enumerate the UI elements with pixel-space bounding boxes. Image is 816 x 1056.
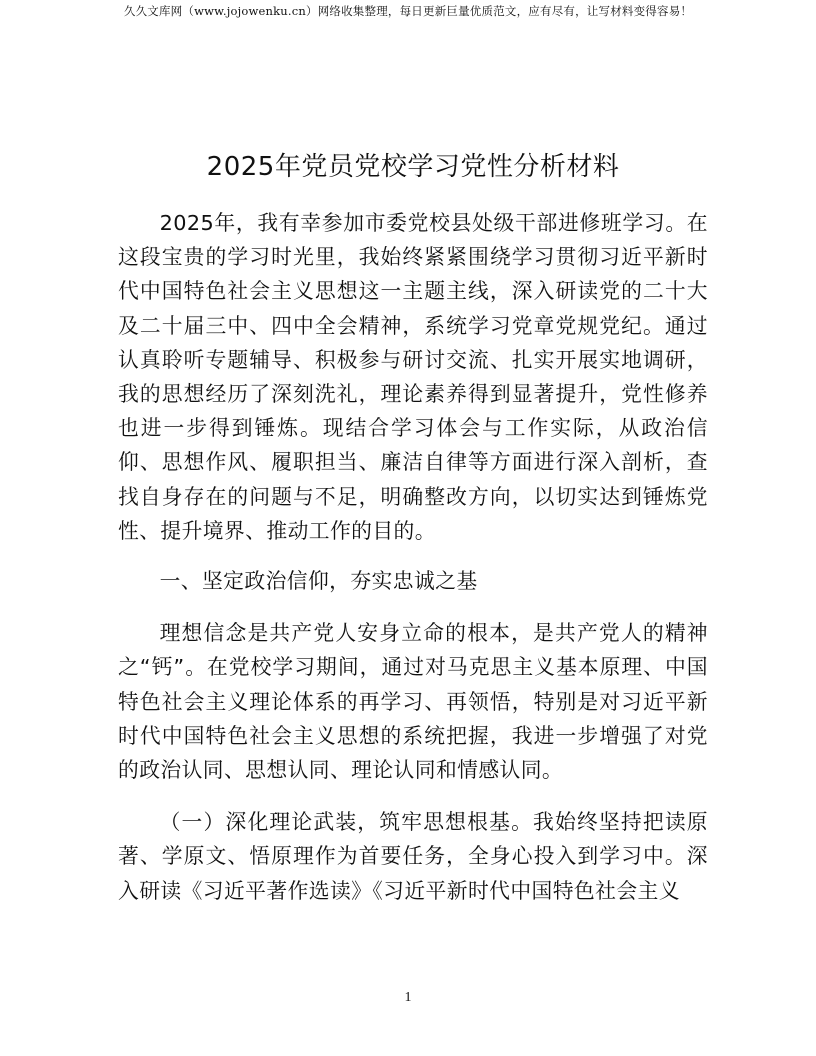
page-number: 1 (404, 990, 412, 1005)
header-note: 久久文库网（www.jojowenku.cn）网络收集整理，每日更新巨量优质范文，应有尽有，让写材料变得容易！ (123, 4, 693, 18)
section-heading: 一、坚定政治信仰，夯实忠诚之基 (159, 569, 478, 594)
document-body (118, 148, 708, 908)
subsection-paragraph: （一）深化理论武装，筑牢思想根基。我始终坚持把读原著、学原文、悟原理作为首要任务，全身心投入到学习中。深入研读《习近平著作选读》《习近平新时代中国特色社会主义 (118, 810, 708, 903)
intro-paragraph: 2025年，我有幸参加市委党校县处级干部进修班学习。在这段宝贵的学习时光里，我始终紧紧围绕学习贯彻习近平新时代中国特色社会主义思想这一主题主线，深入研读党的二十大及二十届三中、四中全会精神，系统学习党章党规党纪。通过认真聆听专题辅导、积极参与研讨交流、扎实开展实地调研，我的思想经历了深刻洗礼，理论素养得到显著提升，党性修养也进一步得到锤炼。现结合学习体会与工作实际，从政治信仰、思想作风、履职担当、廉洁自律等方面进行深入剖析，查找自身存在的问题与不足，明确整改方向，以切实达到锤炼党性、提升境界、推动工作的目的。 (118, 211, 708, 543)
body-paragraph: 理想信念是共产党人安身立命的根本，是共产党人的精神之“钙”。在党校学习期间，通过对马克思主义基本原理、中国特色社会主义理论体系的再学习、再领悟，特别是对习近平新时代中国特色社会主义思想的系统把握，我进一步增强了对党的政治认同、思想认同、理论认同和情感认同。 (118, 621, 708, 783)
document-title: 2025年党员党校学习党性分析材料 (206, 152, 620, 182)
